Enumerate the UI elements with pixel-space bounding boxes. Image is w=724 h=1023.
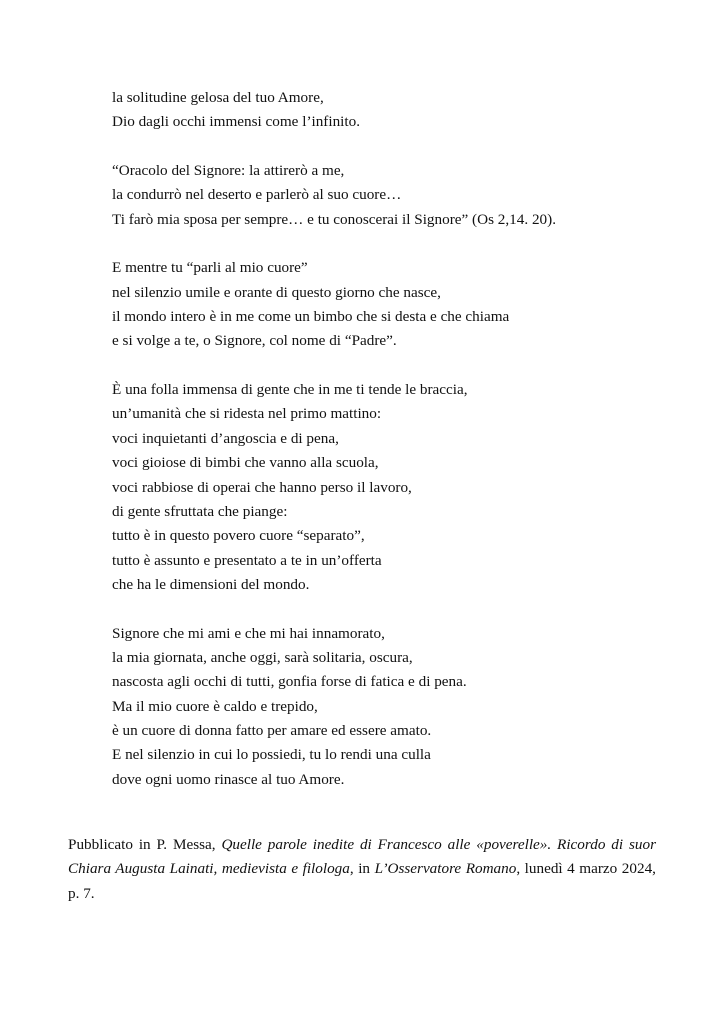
poem-line: “Oracolo del Signore: la attirerò a me,: [112, 162, 345, 180]
poem-line: voci gioiose di bimbi che vanno alla scuola,: [112, 454, 379, 472]
newspaper-name: L’Osservatore Romano: [374, 860, 517, 878]
poem-line: Dio dagli occhi immensi come l’infinito.: [112, 113, 361, 131]
stanza-1: [112, 86, 672, 135]
poem-line: che ha le dimensioni del mondo.: [112, 575, 310, 593]
poem-line: e si volge a te, o Signore, col nome di “Padre”.: [112, 332, 397, 350]
publication-note: [68, 833, 656, 906]
poem-line: il mondo intero è in me come un bimbo che si desta e che chiama: [112, 308, 510, 326]
poem-line: è un cuore di donna fatto per amare ed essere amato.: [112, 721, 432, 739]
poem-line: voci inquietanti d’angoscia e di pena,: [112, 429, 339, 447]
stanza-5: [112, 622, 672, 792]
poem-line: E mentre tu “parli al mio cuore”: [112, 259, 308, 277]
poem-line: Ti farò mia sposa per sempre… e tu conoscerai il Signore” (Os 2,14. 20).: [112, 210, 556, 228]
poem-line: tutto è in questo povero cuore “separato”,: [112, 527, 365, 545]
publication-prefix: Pubblicato in P. Messa,: [68, 836, 222, 853]
poem-line: Signore che mi ami e che mi hai innamorato,: [112, 624, 385, 642]
stanza-3: [112, 256, 672, 353]
poem-line: È una folla immensa di gente che in me ti tende le braccia,: [112, 381, 468, 399]
poem-line: la solitudine gelosa del tuo Amore,: [112, 89, 324, 106]
poem-line: un’umanità che si ridesta nel primo mattino:: [112, 405, 382, 423]
poem-line: la condurrò nel deserto e parlerò al suo cuore…: [112, 186, 402, 204]
poem-line: dove ogni uomo rinasce al tuo Amore.: [112, 770, 345, 788]
poem-line: nel silenzio umile e orante di questo giorno che nasce,: [112, 283, 441, 301]
article-title: Quelle parole inedite di Francesco alle «poverelle». Ricordo di suor Chiara Augusta Lainati, medievista e filologa: [68, 836, 656, 878]
stanza-2: [112, 159, 672, 232]
poem-line: nascosta agli occhi di tutti, gonfia forse di fatica e di pena.: [112, 673, 467, 691]
publication-suffix: , lunedì 4 marzo 2024, p. 7.: [68, 860, 656, 902]
poem-line: Ma il mio cuore è caldo e trepido,: [112, 697, 318, 715]
stanza-4: [112, 378, 672, 597]
poem-line: tutto è assunto e presentato a te in un’offerta: [112, 551, 382, 569]
poem-line: voci rabbiose di operai che hanno perso il lavoro,: [112, 478, 412, 496]
poem: [112, 86, 672, 816]
poem-line: di gente sfruttata che piange:: [112, 502, 288, 520]
poem-line: la mia giornata, anche oggi, sarà solitaria, oscura,: [112, 648, 413, 666]
poem-line: E nel silenzio in cui lo possiedi, tu lo rendi una culla: [112, 746, 431, 764]
publication-middle: , in: [349, 860, 375, 878]
